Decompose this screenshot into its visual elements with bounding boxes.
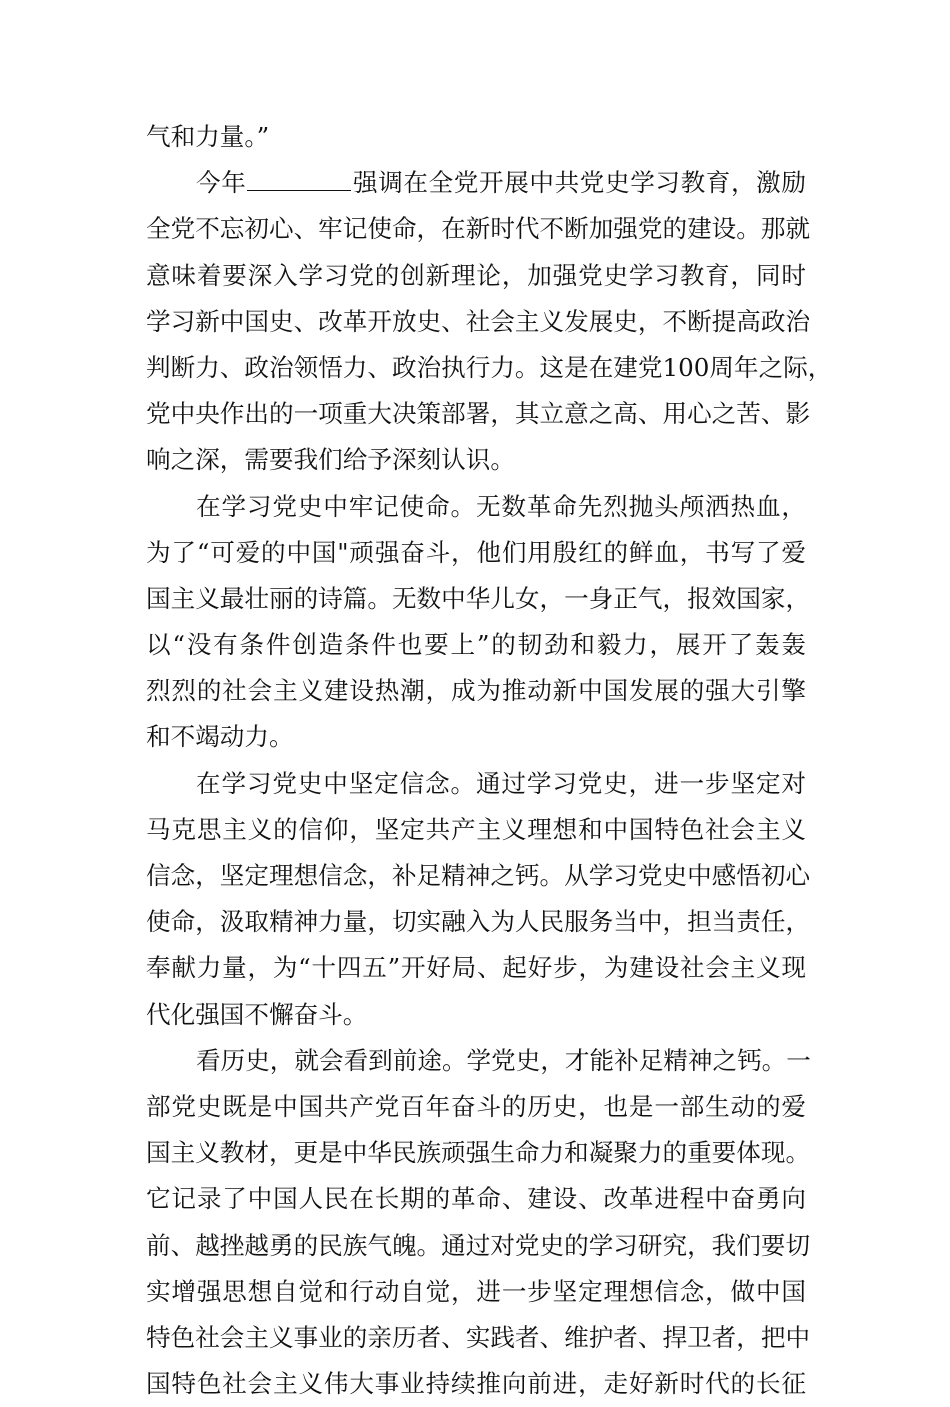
text-fragment: 强调在全党开展中共党史学习教育，激励 <box>352 168 806 198</box>
text-line: 国特色社会主义伟大事业持续推向前进，走好新时代的长征 <box>146 1369 806 1399</box>
text-line: 在学习党史中牢记使命。无数革命先烈抛头颅洒热血， <box>196 491 806 521</box>
text-line: 国主义教材，更是中华民族顽强生命力和凝聚力的重要体现。 <box>146 1138 811 1168</box>
paragraph-1 <box>146 160 833 483</box>
paragraph-4 <box>146 1038 811 1407</box>
text-line: 前、越挫越勇的民族气魄。通过对党史的学习研究，我们要切 <box>146 1230 811 1260</box>
text-line: 特色社会主义事业的亲历者、实践者、维护者、捍卫者，把中 <box>146 1322 811 1352</box>
text-fragment: 今年 <box>196 168 247 198</box>
text-line: 看历史，就会看到前途。学党史，才能补足精神之钙。一 <box>196 1045 811 1075</box>
document-body <box>146 114 833 1407</box>
text-line: 国主义最壮丽的诗篇。无数中华儿女，一身正气，报效国家， <box>146 583 811 613</box>
fill-in-blank <box>247 168 351 191</box>
text-line: 在学习党史中坚定信念。通过学习党史，进一步坚定对 <box>196 768 806 798</box>
text-line: 以“没有条件创造条件也要上”的韧劲和毅力，展开了轰轰 <box>146 630 806 660</box>
text-line: 它记录了中国人民在长期的革命、建设、改革进程中奋勇向 <box>146 1184 806 1214</box>
text-line: 信念，坚定理想信念，补足精神之钙。从学习党史中感悟初心 <box>146 861 811 890</box>
text-line: 和不竭动力。 <box>146 722 294 752</box>
text-line: 响之深，需要我们给予深刻认识。 <box>146 445 515 475</box>
paragraph-2 <box>146 484 811 761</box>
text-line: 为了“可爱的中国"顽强奋斗，他们用殷红的鲜血，书写了爱 <box>146 537 806 567</box>
text-line <box>146 160 806 206</box>
text-line: 使命，汲取精神力量，切实融入为人民服务当中，担当责任， <box>146 907 811 937</box>
text-line: 实增强思想自觉和行动自觉，进一步坚定理想信念，做中国 <box>146 1276 806 1306</box>
text-line: 烈烈的社会主义建设热潮，成为推动新中国发展的强大引擎 <box>146 676 806 706</box>
paragraph-0 <box>146 114 806 160</box>
paragraph-3 <box>146 761 811 1038</box>
text-line: 马克思主义的信仰，坚定共产主义理想和中国特色社会主义 <box>146 814 806 844</box>
text-line: 判断力、政治领悟力、政治执行力。这是在建党100周年之际， <box>146 352 833 382</box>
text-line: 党中央作出的一项重大决策部署，其立意之高、用心之苦、影 <box>146 399 811 429</box>
text-line: 奉献力量，为“十四五”开好局、起好步，为建设社会主义现 <box>146 953 806 983</box>
text-line: 学习新中国史、改革开放史、社会主义发展史，不断提高政治 <box>146 306 811 336</box>
text-line: 气和力量。” <box>146 122 270 151</box>
text-line: 意味着要深入学习党的创新理论，加强党史学习教育，同时 <box>146 260 806 290</box>
text-line: 全党不忘初心、牢记使命，在新时代不断加强党的建设。那就 <box>146 214 811 244</box>
text-line: 部党史既是中国共产党百年奋斗的历史，也是一部生动的爱 <box>146 1091 806 1121</box>
text-line: 代化强国不懈奋斗。 <box>146 999 368 1029</box>
